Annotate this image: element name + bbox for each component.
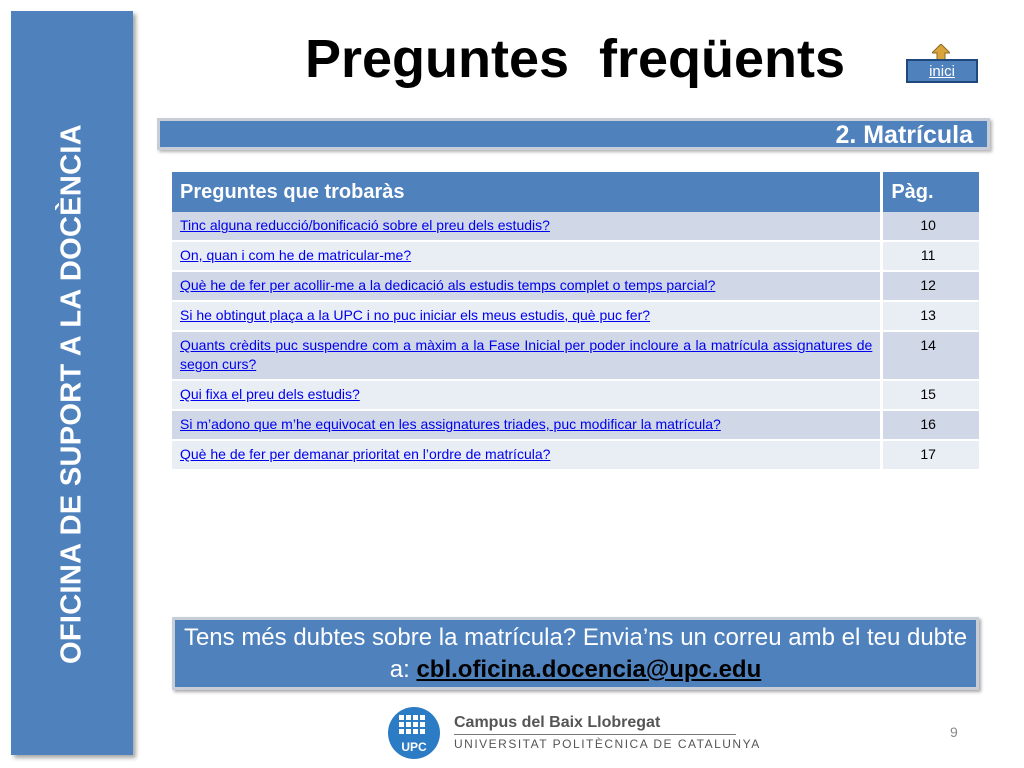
page-title: Preguntes freqüents (304, 29, 846, 89)
page-cell: 14 (882, 331, 979, 380)
page-cell: 12 (882, 271, 979, 301)
question-link[interactable]: Quants crèdits puc suspendre com a màxim a la Fase Inicial per poder incloure a la matrícula assignatures de segon curs? (180, 337, 873, 372)
question-cell (172, 241, 882, 271)
question-cell (172, 271, 882, 301)
page-cell: 16 (882, 410, 979, 440)
table-row (172, 331, 979, 380)
table-row (172, 271, 979, 301)
table-row (172, 212, 979, 241)
question-cell (172, 301, 882, 331)
page-cell: 13 (882, 301, 979, 331)
contact-text: Tens més dubtes sobre la matrícula? Envia’ns un correu amb el teu dubte a: (183, 624, 968, 683)
question-link[interactable]: Qui fixa el preu dels estudis? (180, 386, 360, 402)
table-row (172, 410, 979, 440)
sidebar-title: OFICINA DE SUPORT A LA DOCÈNCIA (55, 124, 88, 664)
question-link[interactable]: Què he de fer per demanar prioritat en l’ordre de matrícula? (180, 446, 551, 462)
column-header-questions: Preguntes que trobaràs (172, 172, 882, 212)
table-row (172, 440, 979, 470)
contact-box (172, 617, 979, 690)
home-button[interactable] (906, 59, 978, 83)
question-cell (172, 212, 882, 241)
page-number: 9 (950, 724, 958, 740)
table-header-row (172, 172, 979, 212)
question-link[interactable]: Si he obtingut plaça a la UPC i no puc iniciar els meus estudis, què puc fer? (180, 307, 651, 323)
table-row (172, 241, 979, 271)
column-header-page: Pàg. (882, 172, 979, 212)
question-link[interactable]: Tinc alguna reducció/bonificació sobre el preu dels estudis? (180, 217, 550, 233)
question-cell (172, 380, 882, 410)
section-title: 2. Matrícula (835, 121, 973, 149)
university-name: UNIVERSITAT POLITÈCNICA DE CATALUNYA (454, 737, 761, 751)
home-button-label: inici (929, 63, 955, 80)
up-arrow-icon[interactable] (932, 44, 950, 60)
footer-divider (454, 734, 736, 735)
question-cell (172, 331, 882, 380)
faq-table (172, 172, 979, 471)
question-cell (172, 410, 882, 440)
question-link[interactable]: Què he de fer per acollir-me a la dedicació als estudis temps complet o temps parcial? (180, 277, 716, 293)
section-header (157, 118, 990, 150)
table-row (172, 380, 979, 410)
page-cell: 11 (882, 241, 979, 271)
page-cell: 10 (882, 212, 979, 241)
question-link[interactable]: Si m’adono que m’he equivocat en les assignatures triades, puc modificar la matrícula? (180, 416, 721, 432)
page-cell: 15 (882, 380, 979, 410)
table-row (172, 301, 979, 331)
page-cell: 17 (882, 440, 979, 470)
campus-name: Campus del Baix Llobregat (454, 714, 661, 731)
logo-text: UPC (401, 740, 427, 754)
question-link[interactable]: On, quan i com he de matricular-me? (180, 247, 412, 263)
sidebar-banner (11, 11, 133, 755)
contact-email-link[interactable]: cbl.oficina.docencia@upc.edu (416, 656, 762, 683)
question-cell (172, 440, 882, 470)
upc-logo (388, 707, 440, 759)
